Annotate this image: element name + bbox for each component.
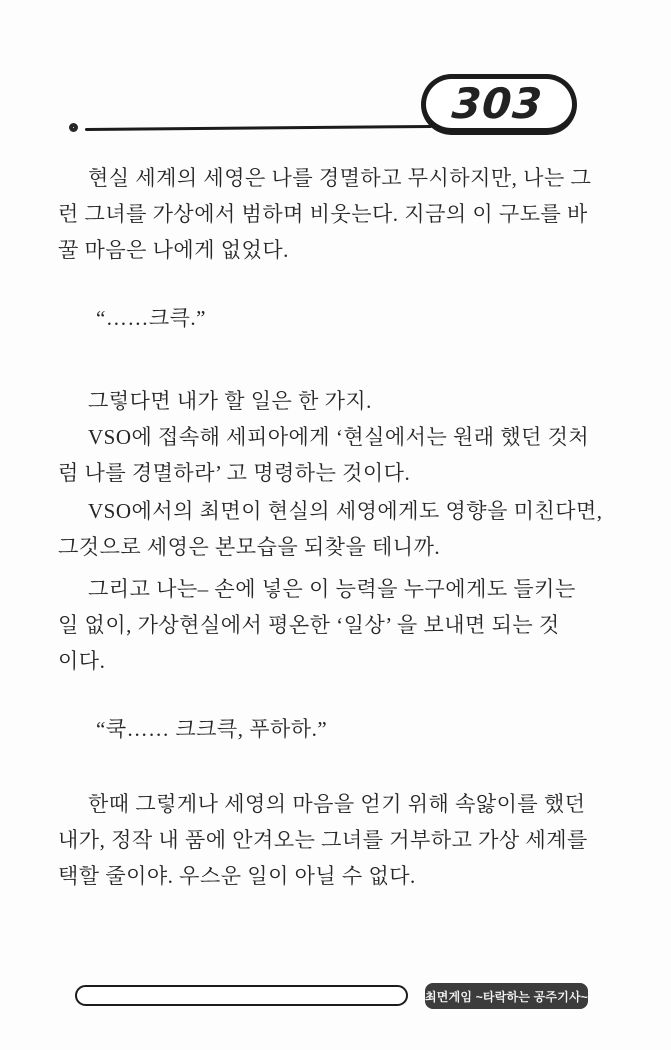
text-line: “쿡…… 크크큭, 푸하하.”: [96, 717, 328, 741]
text-line: 현실 세계의 세영은 나를 경멸하고 무시하지만, 나는 그: [88, 166, 592, 190]
page-text: [58, 160, 611, 894]
text-line: “……크큭.”: [96, 306, 206, 330]
paragraph: [58, 419, 611, 491]
page-number-badge: [421, 74, 577, 135]
text-line: 택할 줄이야. 우스운 일이 아닐 수 없다.: [58, 864, 416, 888]
footer-rule-box: [75, 985, 408, 1006]
paragraph: [58, 786, 611, 894]
text-line: 럼 나를 경멸하라’ 고 명령하는 것이다.: [58, 461, 411, 485]
dialogue-quote: [58, 711, 611, 747]
paragraph: [58, 383, 611, 419]
leader-line: [85, 125, 432, 131]
text-line: 꿀 마음은 나에게 없었다.: [58, 238, 289, 262]
page-number: 303: [449, 78, 545, 128]
text-line: 이다.: [58, 649, 106, 673]
text-line: 그리고 나는– 손에 넣은 이 능력을 누구에게도 들키는: [88, 577, 576, 601]
paragraph: [58, 160, 611, 268]
paragraph: [58, 493, 611, 565]
text-line: 런 그녀를 가상에서 범하며 비웃는다. 지금의 이 구도를 바: [58, 202, 588, 226]
text-line: 일 없이, 가상현실에서 평온한 ‘일상’ 을 보내면 되는 것: [58, 613, 560, 637]
text-line: 한때 그렇게나 세영의 마음을 얻기 위해 속앓이를 했던: [88, 792, 586, 816]
series-title-badge: [425, 983, 588, 1009]
text-line: 그것으로 세영은 본모습을 되찾을 테니까.: [58, 535, 441, 559]
text-line: VSO에서의 최면이 현실의 세영에게도 영향을 미친다면,: [88, 499, 603, 523]
text-line: 내가, 정작 내 품에 안겨오는 그녀를 거부하고 가상 세계를: [58, 828, 588, 852]
text-line: VSO에 접속해 세피아에게 ‘현실에서는 원래 했던 것처: [88, 425, 590, 449]
dialogue-quote: [58, 300, 611, 336]
text-line: 그렇다면 내가 할 일은 한 가지.: [88, 389, 372, 413]
paragraph: [58, 571, 611, 679]
leader-ring-icon: [69, 123, 78, 132]
series-title: 최면게임 ~타락하는 공주기사~: [425, 989, 588, 1004]
